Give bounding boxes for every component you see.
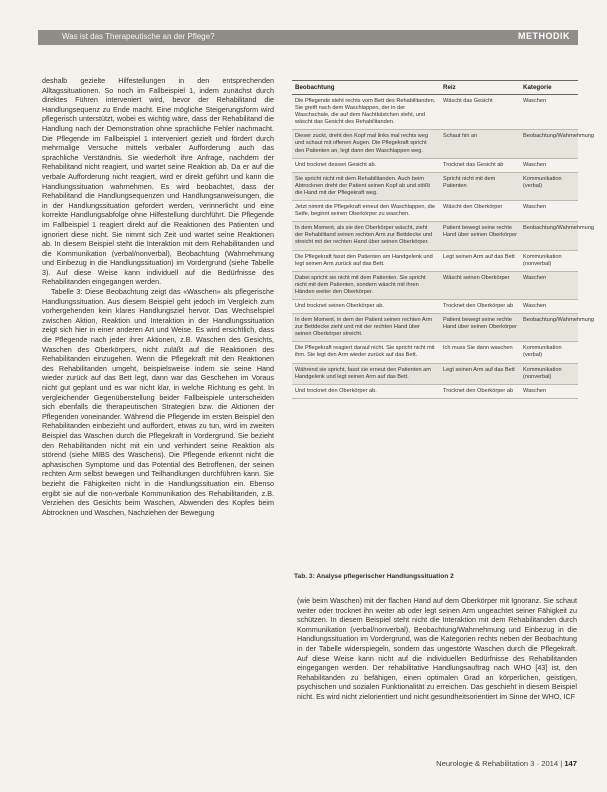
cell-kategorie: Beobachtung/Wahrnehmung xyxy=(520,130,578,158)
table-row xyxy=(292,271,578,299)
cell-beobachtung: In dem Moment, als sie den Oberkörper wäscht, zieht der Rehabilitand seinen rechten Arm zur Bettdecke und streicht mit der rechten Hand über seinen Oberkörper. xyxy=(292,222,440,250)
column-header-reiz: Reiz xyxy=(440,81,520,95)
body-paragraph: (wie beim Waschen) mit der flachen Hand auf dem Oberkörper mit Ignoranz. Sie schaut weiter oder trocknet ihn weiter ab oder legt seinen Arm ungeachtet seiner Fähigkeit zu schützen. In diesem Beispiel steht nicht die Interaktion mit dem Rehabilitanden durch Kommunikation (verbal/nonverbal), Beobachtung/Wahrnehmung und Einbezug in die Handlungssituation im Vordergrund, was die Kategorien rechts neben der Beobachtung in der Tabelle widerspiegeln, sondern das ungestörte Waschen durch die Pflegekraft. Auf diese Weise kann nicht auf die individuellen Bedürfnisse des Rehabilitanden eingegangen werden. Der rehabilitative Handlungsauftrag nach WHO [43] ist, den Rehabilitanden zu befähigen, einen optimalen Grad an körperlichen, geistigen, psychischen und sozialen Funktionalität zu erreichen. Das geschieht in diesem Beispiel nicht. Es wird nicht zielorientiert und nicht gesundheitsorientiert im Sinne der WHO, ICF xyxy=(297,596,577,701)
journal-citation: Neurologie & Rehabilitation 3 · 2014 | xyxy=(436,759,563,768)
cell-kategorie: Kommunikation (nonverbal) xyxy=(520,363,578,384)
cell-beobachtung: Und trocknet seinen Oberkörper ab. xyxy=(292,299,440,313)
table-row xyxy=(292,314,578,342)
running-title: Was ist das Therapeutische an der Pflege? xyxy=(62,32,215,41)
cell-beobachtung: Dabei spricht sie nicht mit dem Patienten. Sie spricht nicht mit dem Patienten, sondern wäscht mit ihren Händen weiter den Oberkörper. xyxy=(292,271,440,299)
cell-kategorie: Beobachtung/Wahrnehmung xyxy=(520,222,578,250)
cell-kategorie: Waschen xyxy=(520,271,578,299)
cell-reiz: Legt seinen Arm auf das Bett xyxy=(440,250,520,271)
cell-kategorie: Waschen xyxy=(520,201,578,222)
cell-kategorie: Beobachtung/Wahrnehmung xyxy=(520,314,578,342)
table-row xyxy=(292,384,578,398)
cell-kategorie: Waschen xyxy=(520,95,578,130)
table-row xyxy=(292,363,578,384)
cell-kategorie: Waschen xyxy=(520,384,578,398)
table-row xyxy=(292,95,578,130)
cell-reiz: Wäscht den Oberkörper xyxy=(440,201,520,222)
body-paragraph: deshalb gezielte Hilfestellungen in den entsprechenden Alltagssituationen. So noch im Fallbeispiel 1, indem zunächst durch direktes Führen interveniert wird, bevor der Rehabilitand die Handlungsequenz zu Ende macht. Eine mögliche Steigerungsform wird pflegerisch unterstützt, wobei es wichtig wäre, dass der Rehabilitand die Handlung nach der Demonstration ohne sprachliche Fehler nachmacht. Die Pflegende im Fallbeispiel 1 interveniert gezielt und fördert durch mehrmalige Versuche mittels verbaler Aufforderung auch das sprachliche Verständnis. Sie wiederholt ihre Anfrage, nachdem der Rehabilitand nicht reagiert, und wartet seine Reaktion ab. Da er auf die verbale Aufforderung nicht reagiert, wird er direkt geführt und kann die Handlungssituation wahrnehmen. Es wird beobachtet, dass der Rehabilitand die Handlungsequenzen und Handlungsanweisungen, die in der Handlungssituation gefordert werden, verinnerlicht und eine korrekte Handlungsabfolge ohne Hilfestellung durchführt. Die Pflegende im Fallbeispiel 1 reagiert direkt auf die Reaktionen des Patienten und ignoriert diese nicht. Sie nimmt sich Zeit und wartet seine Reaktionen ab. In diesem Beispiel steht die Interaktion mit dem Rehabilitanden und die Kommunikation (verbal/nonverbal), Beobachtung (Wahrnehmung und Einbezug in die Handlungssituation) im Vordergrund (siehe Tabelle 3). Auf diese Weise kann individuell auf die Bedürfnisse des Rehabilitanden eingegangen werden. xyxy=(42,76,274,287)
table-row xyxy=(292,201,578,222)
body-paragraph: Tabelle 3: Diese Beobachtung zeigt das «Waschen» als pflegerische Handlungssituation. Aus diesem Beispiel geht jedoch im Vergleich zum vorhergehenden kein klares Handlungsziel hervor. Das Wechselspiel zwischen Aktion, Reaktion und Interaktion in der Handlungssituation zeigt sich hier in einer anderen Art und Weise. Es wird ersichtlich, dass die Pflegende nach jeder ihrer Aktionen, z.B. Waschen des Gesichts, Waschen des Oberkörpers, nicht zuläßt auf die Reaktionen des Rehabilitanden einzugehen. Wenn die Pflegekraft mit den Reaktionen des Rehabilitanden umgeht, beispielsweise indem sie seine Hand wieder zurück auf das Bett legt, dann war das Geschehen im Voraus nicht gut geplant und es war nicht klar, in welche Richtung es geht. In vergleichender Gegenüberstellung beider Fallbeispiele unterscheiden sich ebenfalls die therapeutischen Strategien bzw. die Aktionen der Pflegenden voneinander. Während die Pflegende im ersten Beispiel den Rehabilitanden einbezieht und auffordert, etwas zu tun, wird im zweiten Beispiel das Waschen durch die Pflegekraft in Vordergrund. Sie bezieht den Rehabilitanden nicht mit ein und verhindert seine Reaktion als störend (siehe MIBS des Waschens). Die Pflegende erkennt nicht die aphasischen Symptome und das Potential des Betroffenen, der seinen rechten Arm selbst bewegen und Teilhandlungen durchführen kann. Sie bezieht die Fähigkeiten nicht in die Handlungssituation ein. Ebenso ergibt sie auf die non-verbale Kommunikation des Rehabilitanden, z.B. Verziehen des Gesichts beim Waschen, Abwenden des Kopfes beim Abtrocknen und Waschen, Nachziehen der Bewegung xyxy=(42,287,274,517)
cell-reiz: Schaut hin an xyxy=(440,130,520,158)
observation-table xyxy=(292,80,595,399)
cell-kategorie: Kommunikation (verbal) xyxy=(520,342,578,363)
page-footer xyxy=(436,759,577,768)
cell-kategorie: Waschen xyxy=(520,158,578,172)
cell-reiz: Patient bewegt seine rechte Hand über seinen Oberkörper xyxy=(440,314,520,342)
cell-beobachtung: Während sie spricht, fasst sie erneut den Patienten am Handgelenk und legt seinen Arm auf das Bett. xyxy=(292,363,440,384)
cell-beobachtung: Und trocknet den Oberkörper ab. xyxy=(292,384,440,398)
table-row xyxy=(292,130,578,158)
cell-reiz: Spricht nicht mit dem Patienten xyxy=(440,172,520,200)
table-row xyxy=(292,299,578,313)
cell-kategorie: Kommunikation (nonverbal) xyxy=(520,250,578,271)
cell-reiz: Trocknet den Oberkörper ab xyxy=(440,384,520,398)
cell-reiz: Trocknet den Oberkörper ab xyxy=(440,299,520,313)
table-caption: Tab. 3: Analyse pflegerischer Handlungssituation 2 xyxy=(294,573,454,580)
column-header-beobachtung: Beobachtung xyxy=(292,81,440,95)
cell-reiz: Trocknet das Gesicht ab xyxy=(440,158,520,172)
observation-table-container xyxy=(292,80,595,399)
cell-beobachtung: Die Pflegende steht rechts vom Bett des Rehabilitanden. Sie greift nach dem Waschlappen, der in der Waschschale, die auf dem Nachtkästchen steht, und wäscht das Gesicht des Rehabilitanden. xyxy=(292,95,440,130)
table-row xyxy=(292,158,578,172)
running-header xyxy=(38,30,578,45)
column-header-kategorie: Kategorie xyxy=(520,81,578,95)
table-row xyxy=(292,250,578,271)
table-row xyxy=(292,342,578,363)
cell-beobachtung: Die Pflegekraft fasst den Patienten am Handgelenk und legt seinen Arm zurück auf das Bett. xyxy=(292,250,440,271)
cell-beobachtung: Jetzt nimmt die Pflegekraft erneut den Waschlappen, die Seife, beginnt seinen Oberkörper zu waschen. xyxy=(292,201,440,222)
cell-kategorie: Waschen xyxy=(520,299,578,313)
left-text-column xyxy=(42,76,274,517)
section-label: METHODIK xyxy=(518,31,570,41)
cell-beobachtung: In dem Moment, in dem der Patient seinen rechten Arm zur Bettdecke zieht und mit der rechten Hand über seinen Oberkörper streicht. xyxy=(292,314,440,342)
cell-reiz: Patient bewegt seine rechte Hand über seinen Oberkörper xyxy=(440,222,520,250)
table-row xyxy=(292,172,578,200)
cell-reiz: Wäscht seinen Oberkörper xyxy=(440,271,520,299)
cell-reiz: Ich muss Sie dann waschen xyxy=(440,342,520,363)
cell-beobachtung: Die Pflegekraft reagiert darauf nicht. Sie spricht nicht mit ihm. Sie legt den Arm wieder zurück auf das Bett. xyxy=(292,342,440,363)
cell-beobachtung: Und trocknet dessen Gesicht ab. xyxy=(292,158,440,172)
page-number: 147 xyxy=(564,759,577,768)
table-row xyxy=(292,222,578,250)
cell-beobachtung: Dieser zuckt, dreht den Kopf mal links mal rechts weg und schaut mit offenen Augen. Die Pflegekraft spricht den Patienten an, legt dann den Waschlappen weg. xyxy=(292,130,440,158)
cell-kategorie: Kommunikation (verbal) xyxy=(520,172,578,200)
cell-reiz: Wäscht das Gesicht xyxy=(440,95,520,130)
cell-reiz: Legt seinen Arm auf das Bett xyxy=(440,363,520,384)
table-header-row xyxy=(292,81,578,95)
cell-beobachtung: Sie spricht nicht mit dem Rehabilitanden. Auch beim Abtrocknen dreht der Patient seinen Kopf ab und stößt die Hand mit der Pflegekraft weg. xyxy=(292,172,440,200)
right-text-column xyxy=(297,596,577,702)
